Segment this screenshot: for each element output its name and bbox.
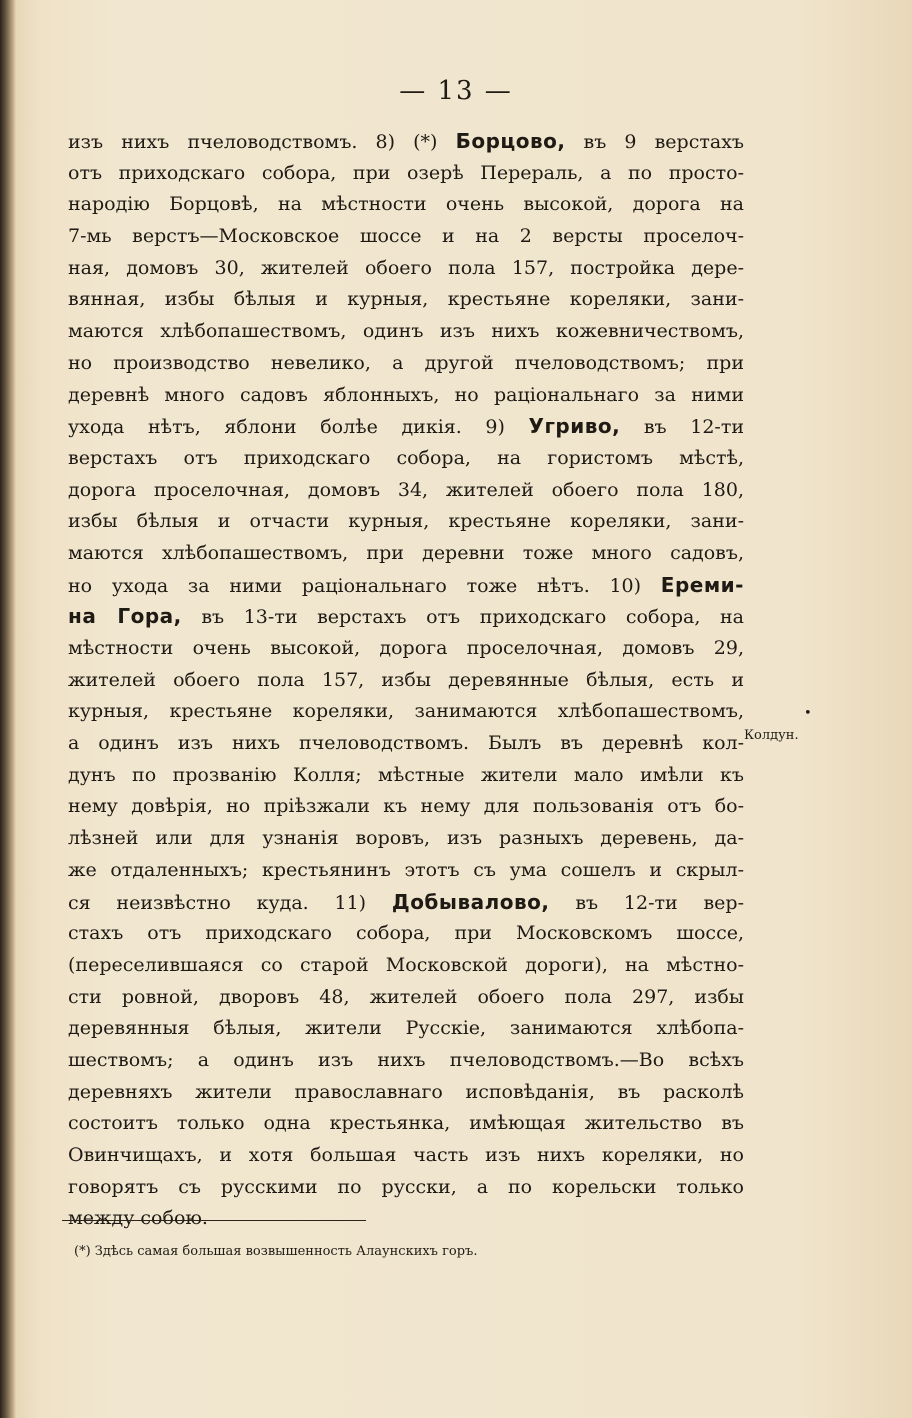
- text-segment: 7-мь верстъ—Московское шоссе и на 2 версты проселоч-: [68, 225, 744, 248]
- text-line: [68, 126, 744, 158]
- text-line: [68, 475, 744, 507]
- text-line: [68, 696, 744, 728]
- text-segment: курныя, крестьяне кореляки, занимаются хлѣбопашествомъ,: [68, 700, 744, 723]
- text-line: [68, 506, 744, 538]
- book-spine-shadow: [0, 0, 16, 1418]
- text-line: [68, 601, 744, 633]
- text-segment: состоитъ только одна крестьянка, имѣющая жительство въ: [68, 1112, 744, 1135]
- place-name: Добывалово,: [391, 889, 550, 914]
- page-number: — 13 —: [399, 76, 513, 106]
- text-segment: верстахъ отъ приходскаго собора, на гористомъ мѣстѣ,: [68, 446, 744, 469]
- text-segment: жителей обоего пола 157, избы деревянные бѣлыя, есть и: [68, 668, 744, 691]
- text-line: [68, 253, 744, 285]
- text-line: [68, 950, 744, 982]
- text-segment: а одинъ изъ нихъ пчеловодствомъ. Былъ въ деревнѣ кол-: [68, 732, 744, 755]
- text-line: [68, 411, 744, 443]
- text-segment: сти ровной, дворовъ 48, жителей обоего пола 297, избы: [68, 985, 744, 1008]
- text-segment: же отдаленныхъ; крестьянинъ этотъ съ ума сошелъ и скрыл-: [68, 858, 744, 881]
- text-segment: въ 9 верстахъ: [565, 131, 744, 153]
- text-segment: ся неизвѣстно куда. 11): [68, 891, 392, 914]
- text-segment: маются хлѣбопашествомъ, одинъ изъ нихъ кожевничествомъ,: [68, 320, 744, 343]
- text-line: [68, 1172, 744, 1204]
- text-segment: говорятъ съ русскими по русски, а по корельски только: [68, 1175, 744, 1198]
- place-name: Ереми-: [660, 572, 744, 597]
- text-segment: но ухода за ними раціональнаго тоже нѣтъ. 10): [68, 574, 661, 597]
- place-name: Угриво,: [528, 414, 621, 439]
- text-line: [68, 1077, 744, 1109]
- text-segment: ная, домовъ 30, жителей обоего пола 157, постройка дере-: [68, 256, 744, 279]
- text-line: [68, 284, 744, 316]
- text-line: [68, 158, 744, 190]
- text-segment: отъ приходскаго собора, при озерѣ Перераль, а по просто-: [68, 161, 744, 184]
- text-segment: но производство невелико, а другой пчеловодствомъ; при: [68, 351, 744, 374]
- text-line: [68, 633, 744, 665]
- text-line: [68, 443, 744, 475]
- text-line: [68, 823, 744, 855]
- place-name: Борцово,: [455, 129, 566, 153]
- text-line: [68, 1108, 744, 1140]
- footnote-rule: [62, 1220, 366, 1221]
- text-segment: вянная, избы бѣлыя и курныя, крестьяне кореляки, зани-: [68, 288, 744, 311]
- text-segment: народію Борцовѣ, на мѣстности очень высокой, дорога на: [68, 193, 744, 216]
- text-line: [68, 221, 744, 253]
- text-line: [68, 1140, 744, 1172]
- text-segment: въ 12-ти: [620, 416, 744, 439]
- place-name: на Гора,: [68, 604, 182, 629]
- text-line: [68, 918, 744, 950]
- text-segment: нему довѣрія, но пріѣзжали къ нему для пользованія отъ бо-: [68, 795, 744, 818]
- text-segment: дорога проселочная, домовъ 34, жителей обоего пола 180,: [68, 478, 744, 501]
- text-segment: стахъ отъ приходскаго собора, при Московскомъ шоссе,: [68, 922, 744, 945]
- text-line: [68, 316, 744, 348]
- text-line: [68, 760, 744, 792]
- text-segment: маются хлѣбопашествомъ, при деревни тоже много садовъ,: [68, 541, 744, 564]
- text-segment: въ 13-ти верстахъ отъ приходскаго собора, на: [181, 606, 744, 629]
- text-segment: между собою.: [68, 1207, 208, 1230]
- text-segment: деревнѣ много садовъ яблонныхъ, но раціональнаго за ними: [68, 383, 744, 406]
- margin-note: Колдун.: [744, 728, 799, 743]
- text-line: [68, 1045, 744, 1077]
- text-segment: шествомъ; а одинъ изъ нихъ пчеловодствомъ.—Во всѣхъ: [68, 1048, 744, 1071]
- text-line: [68, 887, 744, 919]
- text-line: [68, 1013, 744, 1045]
- text-segment: Овинчищахъ, и хотя большая часть изъ нихъ кореляки, но: [68, 1144, 744, 1166]
- text-line: [68, 570, 744, 602]
- text-line: [68, 189, 744, 221]
- text-line: [68, 665, 744, 697]
- text-line: [68, 982, 744, 1014]
- text-segment: ухода нѣтъ, яблони болѣе дикія. 9): [68, 416, 529, 439]
- text-line: [68, 855, 744, 887]
- body-text: [68, 126, 744, 1235]
- text-segment: въ 12-ти вер-: [549, 891, 744, 914]
- text-segment: дунъ по прозванію Колля; мѣстные жители мало имѣли къ: [68, 763, 744, 786]
- text-line: [68, 791, 744, 823]
- text-line: [68, 348, 744, 380]
- text-segment: (переселившаяся со старой Московской дороги), на мѣстно-: [68, 953, 744, 976]
- text-segment: деревянныя бѣлыя, жители Русскіе, занимаются хлѣбопа-: [68, 1017, 744, 1040]
- text-line: [68, 538, 744, 570]
- margin-dot: •: [804, 706, 812, 721]
- text-line: [68, 380, 744, 412]
- text-segment: избы бѣлыя и отчасти курныя, крестьяне кореляки, зани-: [68, 510, 744, 533]
- text-segment: изъ нихъ пчеловодствомъ. 8) (*): [68, 131, 456, 153]
- footnote: (*) Здѣсь самая большая возвышенность Алаунскихъ горъ.: [74, 1244, 478, 1259]
- text-line: [68, 728, 744, 760]
- text-segment: деревняхъ жители православнаго исповѣданія, въ расколѣ: [68, 1080, 744, 1103]
- text-segment: мѣстности очень высокой, дорога проселочная, домовъ 29,: [68, 637, 744, 659]
- text-segment: лѣзней или для узнанія воровъ, изъ разныхъ деревень, да-: [68, 827, 744, 850]
